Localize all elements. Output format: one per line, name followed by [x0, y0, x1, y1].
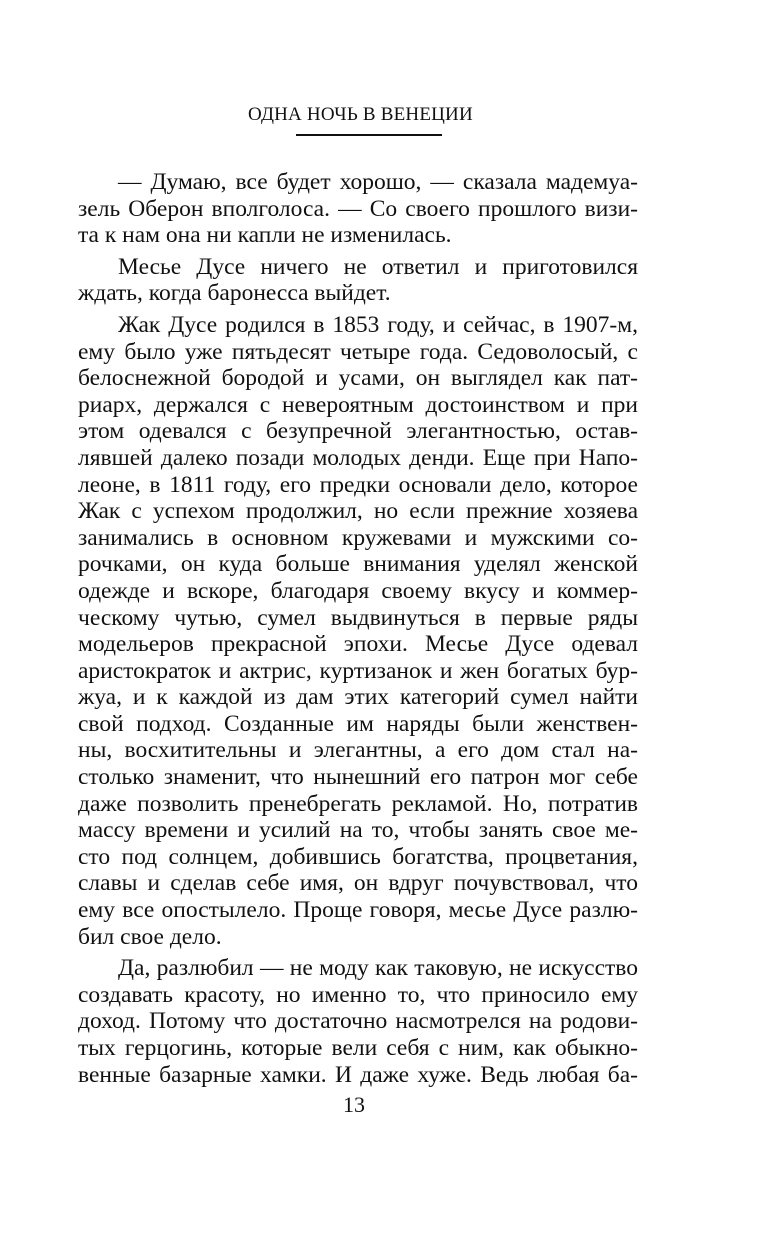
text-line: Жак Дусе родился в 1853 году, и сейчас, в 1907-м, — [118, 311, 638, 338]
text-line: риарх, держался с невероятным достоинством и при — [78, 391, 638, 418]
text-line: Да, разлюбил — не моду как таковую, не искусство — [118, 955, 638, 982]
text-line: занимались в основном кружевами и мужскими со- — [78, 524, 638, 551]
text-line: рочками, он куда больше внимания уделял женской — [78, 551, 638, 578]
text-line: бил свое дело. — [78, 923, 222, 950]
paragraph-3 — [78, 312, 638, 950]
paragraph-1 — [78, 169, 638, 249]
text-line: массу времени и усилий на то, чтобы занять свое ме- — [78, 817, 638, 844]
text-line: доход. Потому что достаточно насмотрелся на родови- — [78, 1008, 638, 1035]
text-line: леоне, в 1811 году, его предки основали дело, которое — [78, 471, 638, 498]
text-line: даже позволить пренебрегать рекламой. Но, потратив — [78, 790, 638, 817]
page-number: 13 — [343, 1092, 365, 1117]
text-line: ждать, когда баронесса выйдет. — [78, 280, 391, 307]
text-line: одежде и вскоре, благодаря своему вкусу и коммер- — [78, 577, 638, 604]
text-line: зель Оберон вполголоса. — Со своего прошлого визи- — [78, 195, 638, 222]
text-line: белоснежной бородой и усами, он выглядел как пат- — [78, 365, 638, 392]
paragraph-4 — [78, 955, 638, 1088]
text-line: Жак с успехом продолжил, но если прежние хозяева — [78, 498, 638, 525]
text-line: венные базарные хамки. И даже хуже. Ведь любая ба- — [78, 1061, 638, 1088]
text-line: свой подход. Созданные им наряды были женствен- — [78, 710, 638, 737]
text-line: сто под солнцем, добившись богатства, процветания, — [78, 843, 638, 870]
text-line: тых герцогинь, которые вели себя с ним, как обыкно- — [78, 1035, 638, 1061]
text-line: ны, восхитительны и элегантны, а его дом стал на- — [78, 737, 638, 764]
text-line: славы и сделав себе имя, он вдруг почувствовал, что — [78, 870, 638, 897]
text-line: ческому чутью, сумел выдвинуться в первые ряды — [78, 604, 638, 631]
running-title: ОДНА НОЧЬ В ВЕНЕЦИИ — [248, 104, 473, 125]
text-line: создавать красоту, но именно то, что приносило ему — [78, 981, 638, 1008]
text-line: столько знаменит, что нынешний его патрон мог себе — [78, 764, 638, 791]
body-text — [78, 169, 638, 1093]
text-line: ему было уже пятьдесят четыре года. Седоволосый, с — [78, 338, 638, 365]
text-line: жуа, и к каждой из дам этих категорий сумел найти — [78, 684, 638, 711]
text-line: та к нам она ни капли не изменилась. — [78, 222, 452, 249]
text-line: модельеров прекрасной эпохи. Месье Дусе одевал — [78, 631, 638, 658]
text-line: Месье Дусе ничего не ответил и приготовился — [118, 253, 638, 280]
text-line: этом одевался с безупречной элегантностью, остав- — [78, 418, 638, 445]
text-line: аристократок и актрис, куртизанок и жен богатых бур- — [78, 657, 638, 684]
paragraph-2 — [78, 254, 638, 307]
text-line: лявшей далеко позади молодых денди. Еще при Напо- — [78, 444, 638, 471]
text-line: — Думаю, все будет хорошо, — сказала мадемуа- — [118, 169, 638, 195]
running-title-rule — [296, 134, 442, 136]
text-line: ему все опостылело. Проще говоря, месье Дусе разлю- — [78, 897, 638, 924]
